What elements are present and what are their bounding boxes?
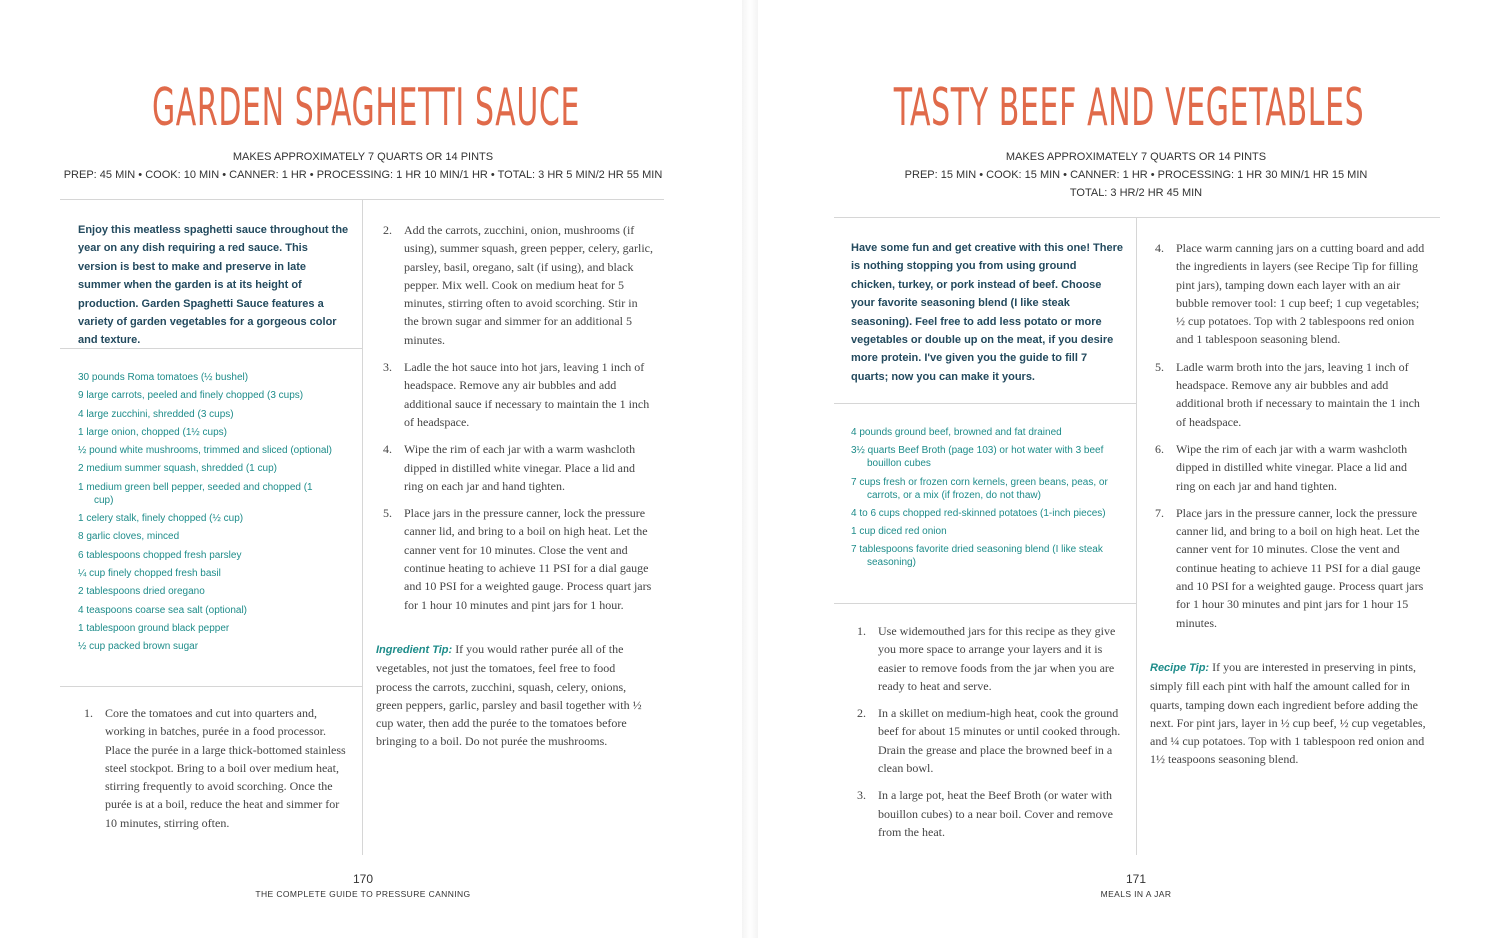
- instruction-step: [383, 504, 653, 614]
- recipe-yield: MAKES APPROXIMATELY 7 QUARTS OR 14 PINTS: [232, 151, 494, 163]
- page-footer: [180, 872, 546, 901]
- step-text: In a skillet on medium-high heat, cook the ground beef for about 15 minutes or until cooked through. Drain the grease and place the browned beef in a clean bowl.: [878, 706, 1121, 776]
- ingredient-item: 1 celery stalk, finely chopped (½ cup): [78, 513, 244, 525]
- instruction-steps: [84, 704, 346, 841]
- step-number: 2.: [857, 706, 866, 721]
- ingredient-item: ¼ cup finely chopped fresh basil: [78, 567, 221, 579]
- step-text: Ladle the hot sauce into hot jars, leaving 1 inch of headspace. Remove any air bubbles and add additional sauce if necessary to maintain the 1 inch of headspace.: [404, 360, 650, 429]
- step-text: In a large pot, heat the Beef Broth (or water with bouillon cubes) to a near boil. Cover and remove from the heat.: [878, 788, 1113, 839]
- step-number: 1.: [84, 706, 93, 720]
- step-number: 4.: [1155, 241, 1164, 255]
- step-number: 4.: [383, 442, 392, 457]
- ingredient-item: 4 to 6 cups chopped red-skinned potatoes (1-inch pieces): [851, 507, 1106, 519]
- ingredient-list: [78, 371, 334, 658]
- recipe-meta: [814, 148, 1458, 202]
- ingredient-item: 1 medium green bell pepper, seeded and chopped (1 cup): [78, 481, 313, 506]
- step-text: Place jars in the pressure canner, lock the pressure canner lid, and bring to a boil on high heat. Let the canner vent for 10 minutes. Close the vent and continue heating to achieve 11 PSI for a dial gauge and 10 PSI for a weighted gauge. Process quart jars for 1 hour 10 minutes and pint jars for 1 hour.: [404, 506, 652, 612]
- tip-text: If you are interested in preserving in pints, simply fill each pint with half the amount called for in quarts, tamping down each ingredient before adding the next. For pint jars, layer in ½ cup beef, ½ cup vegetables, and ¼ cup potatoes. Top with 1 tablespoon red onion and 1½ teaspoons seasoning blend.: [1150, 660, 1426, 767]
- step-number: 2.: [383, 223, 392, 237]
- instruction-step: [1155, 358, 1427, 431]
- ingredient-item: 8 garlic cloves, minced: [78, 531, 180, 543]
- instruction-step: [1155, 504, 1427, 632]
- instruction-step: [857, 786, 1125, 841]
- ingredient-item: 4 teaspoons coarse sea salt (optional): [78, 604, 247, 616]
- ingredient-item: ½ pound white mushrooms, trimmed and sliced (optional): [78, 445, 333, 457]
- recipe-yield: MAKES APPROXIMATELY 7 QUARTS OR 14 PINTS: [1005, 151, 1267, 163]
- divider: [60, 686, 362, 687]
- ingredient-item: 4 pounds ground beef, browned and fat drained: [851, 427, 1062, 438]
- column-divider: [1136, 218, 1137, 855]
- divider: [834, 217, 1440, 218]
- book-gutter: [742, 0, 758, 938]
- step-text: Use widemouthed jars for this recipe as they give you more space to arrange your layers and it is easier to remove foods from the jar when you are ready to heat and serve.: [878, 624, 1116, 693]
- recipe-times: PREP: 45 MIN • COOK: 10 MIN • CANNER: 1 HR • PROCESSING: 1 HR 10 MIN/1 HR • TOTAL: 3 HR 5 MIN/2 HR 55 MIN: [63, 169, 663, 181]
- instruction-step: [857, 704, 1125, 777]
- ingredient-item: 7 tablespoons favorite dried seasoning blend (I like steak seasoning): [851, 544, 1103, 569]
- ingredient-item: 4 large zucchini, shredded (3 cups): [78, 408, 234, 420]
- step-number: 1.: [857, 624, 866, 638]
- step-text: Core the tomatoes and cut into quarters and, working in batches, purée in a food processor. Place the purée in a large thick-bottomed stainless steel stockpot. Bring to a boil over medium heat, stirring frequently to avoid scorching. Once the purée is at a boil, reduce the heat and simmer for 10 minutes, stirring often.: [105, 706, 346, 830]
- instruction-step: [383, 440, 653, 495]
- recipe-title: GARDEN SPAGHETTI SAUCE: [151, 78, 581, 138]
- ingredient-item: 9 large carrots, peeled and finely chopped (3 cups): [78, 390, 304, 402]
- ingredient-item: 2 medium summer squash, shredded (1 cup): [78, 463, 277, 475]
- book-title-footer: THE COMPLETE GUIDE TO PRESSURE CANNING: [255, 889, 471, 899]
- instruction-step: [1155, 440, 1427, 495]
- recipe-times: PREP: 15 MIN • COOK: 15 MIN • CANNER: 1 HR • PROCESSING: 1 HR 30 MIN/1 HR 15 MIN: [904, 169, 1368, 181]
- step-text: Ladle warm broth into the jars, leaving 1 inch of headspace. Remove any air bubbles and add additional broth if necessary to maintain the 1 inch of headspace.: [1176, 359, 1420, 429]
- step-number: 7.: [1155, 505, 1164, 520]
- instruction-step: [1155, 239, 1427, 349]
- divider: [834, 403, 1136, 404]
- column-divider: [362, 200, 363, 855]
- recipe-total: TOTAL: 3 HR/2 HR 45 MIN: [1069, 187, 1203, 199]
- instruction-step: [857, 622, 1125, 695]
- ingredient-item: 1 large onion, chopped (1½ cups): [78, 426, 227, 438]
- instruction-steps: [1155, 239, 1427, 641]
- recipe-intro: Have some fun and get creative with this one! There is nothing stopping you from using ground chicken, turkey, or pork instead of beef. Choose your favorite seasoning blend (I like steak seasoning). Feel free to add less potato or more vegetables or double up on the meat, if you desire more protein. I've given you the guide to fill 7 quarts; now you can make it yours.: [851, 242, 1124, 383]
- step-text: Place jars in the pressure canner, lock the pressure canner lid, and bring to a boil on high heat. Let the canner vent for 10 minutes. Close the vent and continue heating to achieve 11 PSI for a dial gauge and 10 PSI for a weighted gauge. Process quart jars for 1 hour 30 minutes and pint jars for 1 hour 15 minutes.: [1176, 505, 1424, 630]
- chapter-title-footer: MEALS IN A JAR: [1100, 889, 1172, 899]
- tip-text: If you would rather purée all of the vegetables, not just the tomatoes, feel free to food process the carrots, zucchini, squash, celery, onions, green peppers, garlic, parsley and basil together with ½ cup water, then add the purée to the tomatoes before bringing to a boil. Do not purée the mushrooms.: [376, 642, 642, 749]
- instruction-step: [383, 358, 653, 431]
- step-text: Wipe the rim of each jar with a warm washcloth dipped in distilled white vinegar. Place a lid and ring on each jar and hand tighten.: [404, 442, 636, 493]
- page-footer: [948, 872, 1324, 901]
- step-text: Wipe the rim of each jar with a warm washcloth dipped in distilled white vinegar. Place a lid and ring on each jar and hand tighten.: [1176, 441, 1408, 493]
- left-page: [0, 0, 742, 938]
- recipe-tip: [1150, 658, 1426, 769]
- tip-label: Recipe Tip:: [1150, 662, 1210, 674]
- instruction-step: [84, 704, 346, 832]
- recipe-meta: [42, 148, 684, 184]
- ingredient-list: [851, 426, 1113, 575]
- page-number: 170: [352, 872, 374, 886]
- right-page: [758, 0, 1500, 938]
- step-number: 3.: [383, 360, 392, 375]
- ingredient-item: 6 tablespoons chopped fresh parsley: [78, 549, 242, 561]
- step-text: Place warm canning jars on a cutting board and add the ingredients in layers (see Recipe Tip for filling pint jars), tamping down each layer with an air bubble remover tool: 1 cup beef; 1 cup vegetables; ½ cup potatoes. Top with 2 tablespoons red onion and 1 tablespoon seasoning blend.: [1176, 241, 1425, 347]
- page-number: 171: [1125, 872, 1147, 886]
- divider: [60, 348, 362, 349]
- ingredient-item: 30 pounds Roma tomatoes (½ bushel): [78, 372, 249, 383]
- ingredient-item: 2 tablespoons dried oregano: [78, 586, 205, 598]
- instruction-steps: [857, 622, 1125, 850]
- ingredient-item: ½ cup packed brown sugar: [78, 641, 199, 653]
- step-number: 3.: [857, 788, 866, 803]
- ingredient-item: 1 cup diced red onion: [851, 526, 947, 538]
- step-number: 5.: [383, 506, 392, 521]
- tip-label: Ingredient Tip:: [376, 644, 453, 656]
- ingredient-item: 3½ quarts Beef Broth (page 103) or hot water with 3 beef bouillon cubes: [851, 445, 1104, 470]
- ingredient-item: 7 cups fresh or frozen corn kernels, green beans, peas, or carrots, or a mix (if frozen, do not thaw): [851, 476, 1108, 501]
- step-text: Add the carrots, zucchini, onion, mushrooms (if using), summer squash, green pepper, celery, garlic, parsley, basil, oregano, salt (if using), and black pepper. Mix well. Cook on medium heat for 5 minutes, stirring often to avoid scorching. Stir in the brown sugar and simmer for an additional 5 minutes.: [404, 223, 653, 347]
- step-number: 6.: [1155, 441, 1164, 456]
- ingredient-tip: [376, 640, 648, 751]
- divider: [834, 603, 1136, 604]
- step-number: 5.: [1155, 359, 1164, 374]
- recipe-title: TASTY BEEF AND VEGETABLES: [893, 78, 1365, 138]
- instruction-steps: [383, 221, 653, 623]
- recipe-intro: Enjoy this meatless spaghetti sauce throughout the year on any dish requiring a red sauce. This version is best to make and preserve in late summer when the garden is at its height of production. Garden Spaghetti Sauce features a variety of garden vegetables for a gorgeous color and texture.: [78, 224, 349, 347]
- instruction-step: [383, 221, 653, 349]
- ingredient-item: 1 tablespoon ground black pepper: [78, 622, 230, 634]
